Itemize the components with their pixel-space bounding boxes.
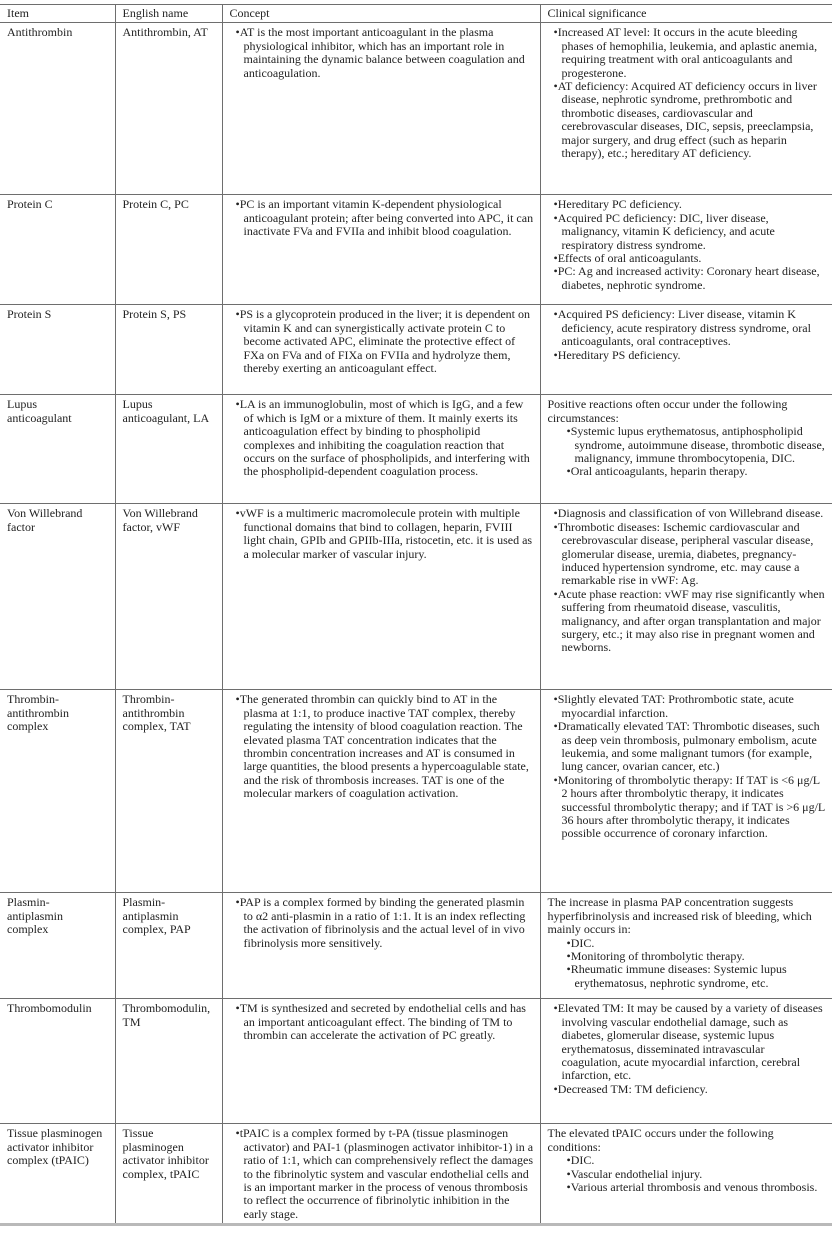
clinical-bullet: • Monitoring of thrombolytic therapy: If TAT is <6 μg/L 2 hours after thrombolytic therapy, it indicates successful thrombolytic therapy; and if TAT is >6 μg/L 36 hours after thrombolytic therapy, it indicates possible occurrence of coronary infarction. bbox=[548, 774, 827, 841]
english-name-cell bbox=[115, 305, 222, 395]
concept-cell bbox=[222, 395, 540, 504]
english-name-cell bbox=[115, 893, 222, 999]
clinical-bullet: • Vascular endothelial injury. bbox=[561, 1168, 827, 1181]
concept-bullet: • PS is a glycoprotein produced in the liver; it is dependent on vitamin K and can synergistically activate protein C to become activated APC, eliminate the protective effect of FXa on FVa and of FIXa on FVIIa and hydrolyze them, thereby exerting an anticoagulant effect. bbox=[230, 308, 534, 375]
english-name-label: Antithrombin, AT bbox=[122, 25, 208, 40]
clinical-bullet: • Acute phase reaction: vWF may rise significantly when suffering from rheumatoid disease, vasculitis, malignancy, and after organ transplantation and major surgery, etc.; it may also rise in pregnant women and newborns. bbox=[548, 588, 827, 655]
clinical-bullet: • Increased AT level: It occurs in the acute bleeding phases of hemophilia, leukemia, and aplastic anemia, requiring treatment with oral anticoagulants and progesterone. bbox=[548, 26, 827, 80]
clinical-cell bbox=[540, 305, 832, 395]
english-name-label: Thrombomodulin, TM bbox=[122, 1001, 211, 1029]
table-row bbox=[0, 1124, 832, 1225]
english-name-cell bbox=[115, 195, 222, 305]
concept-bullet: • TM is synthesized and secreted by endothelial cells and has an important anticoagulant effect. The binding of TM to thrombin can accelerate the activation of PC greatly. bbox=[230, 1002, 534, 1042]
column-header-concept: Concept bbox=[222, 5, 540, 23]
item-cell bbox=[0, 305, 115, 395]
header-row bbox=[0, 5, 832, 23]
clinical-cell bbox=[540, 690, 832, 893]
table-row bbox=[0, 195, 832, 305]
concept-bullet: • tPAIC is a complex formed by t-PA (tissue plasminogen activator) and PAI-1 (plasminogen activator inhibitor-1) in a ratio of 1:1, which can comprehensively reflect the damages to the fibrinolytic system and vascular endothelial cells and is an important marker in the process of venous thrombosis to reflect the occurrence of fibrinolytic inhibition in the early stage. bbox=[230, 1127, 534, 1221]
clinical-bullet: • Diagnosis and classification of von Willebrand disease. bbox=[548, 507, 827, 520]
clinical-cell bbox=[540, 195, 832, 305]
clinical-bullet: • Systemic lupus erythematosus, antiphospholipid syndrome, autoimmune disease, thrombotic disease, malignancy, immune thrombocytopenia, DIC. bbox=[561, 425, 827, 465]
clinical-cell bbox=[540, 395, 832, 504]
table-row bbox=[0, 395, 832, 504]
item-cell bbox=[0, 893, 115, 999]
item-label: Protein C bbox=[7, 197, 53, 212]
table-body bbox=[0, 23, 832, 1225]
english-name-cell bbox=[115, 504, 222, 690]
clinical-bullet: • Elevated TM: It may be caused by a variety of diseases involving vascular endothelial damage, such as diabetes, glomerular disease, systemic lupus erythematosus, disseminated intravascular coagulation, acute myocardial infarction, cerebral infarction, etc. bbox=[548, 1002, 827, 1082]
clinical-bullet: • Hereditary PS deficiency. bbox=[548, 349, 827, 362]
item-cell bbox=[0, 395, 115, 504]
clinical-bullet: • Acquired PS deficiency: Liver disease, vitamin K deficiency, acute respiratory distress syndrome, oral anticoagulants, oral contraceptives. bbox=[548, 308, 827, 348]
english-name-cell bbox=[115, 690, 222, 893]
item-label: Von Willebrand factor bbox=[7, 506, 83, 534]
clinical-cell bbox=[540, 999, 832, 1124]
clinical-bullet: • Thrombotic diseases: Ischemic cardiovascular and cerebrovascular disease, peripheral vascular disease, glomerular disease, uremia, diabetes, pregnancy-induced hypertension syndrome, etc. may cause a remarkable rise in vWF: Ag. bbox=[548, 521, 827, 588]
item-label: Protein S bbox=[7, 307, 52, 322]
english-name-label: Tissue plasminogen activator inhibitor complex, tPAIC bbox=[122, 1126, 209, 1181]
table-row bbox=[0, 504, 832, 690]
concept-bullet: • PC is an important vitamin K-dependent physiological anticoagulant protein; after being converted into APC, it can inactivate FVa and FVIIa and inhibit blood coagulation. bbox=[230, 198, 534, 238]
clinical-bullet: • Hereditary PC deficiency. bbox=[548, 198, 827, 211]
clinical-bullet: • PC: Ag and increased activity: Coronary heart disease, diabetes, nephrotic syndrome. bbox=[548, 265, 827, 292]
table-row bbox=[0, 305, 832, 395]
table-row bbox=[0, 690, 832, 893]
table-row bbox=[0, 893, 832, 999]
concept-cell bbox=[222, 195, 540, 305]
item-label: Lupus anticoagulant bbox=[7, 397, 72, 425]
concept-bullet: • PAP is a complex formed by binding the generated plasmin to α2 anti-plasmin in a ratio of 1:1. It is an index reflecting the activation of fibrinolysis and the actual level of in vivo fibrinolysis more sensitively. bbox=[230, 896, 534, 950]
clinical-bullet: • Acquired PC deficiency: DIC, liver disease, malignancy, vitamin K deficiency, and acute respiratory distress syndrome. bbox=[548, 212, 827, 252]
item-cell bbox=[0, 999, 115, 1124]
concept-cell bbox=[222, 305, 540, 395]
english-name-label: Protein C, PC bbox=[122, 197, 189, 212]
clinical-bullet: • Rheumatic immune diseases: Systemic lupus erythematosus, nephrotic syndrome, etc. bbox=[561, 963, 827, 990]
english-name-label: Von Willebrand factor, vWF bbox=[122, 506, 198, 534]
column-header-english: English name bbox=[115, 5, 222, 23]
item-cell bbox=[0, 690, 115, 893]
clinical-bullet: • AT deficiency: Acquired AT deficiency occurs in liver disease, nephrotic syndrome, prethrombotic and thrombotic diseases, cardiovascular and cerebrovascular diseases, DIC, sepsis, preeclampsia, major surgery, and drug effect (such as heparin therapy), etc.; hereditary AT deficiency. bbox=[548, 80, 827, 160]
clinical-intro-text: The elevated tPAIC occurs under the following conditions: bbox=[547, 1126, 774, 1154]
concept-cell bbox=[222, 893, 540, 999]
item-cell bbox=[0, 504, 115, 690]
concept-bullet: • The generated thrombin can quickly bind to AT in the plasma at 1:1, to produce inactive TAT complex, thereby regulating the intensity of blood coagulation reaction. The elevated plasma TAT concentration indicates that the thrombin concentration increases and AT is consumed in large quantities, the blood presents a hypercoagulable state, and the risk of thrombosis increases. TAT is one of the molecular markers of coagulation activation. bbox=[230, 693, 534, 800]
concept-cell bbox=[222, 1124, 540, 1225]
concept-cell bbox=[222, 23, 540, 195]
clinical-intro-text: Positive reactions often occur under the following circumstances: bbox=[547, 397, 788, 425]
clinical-cell bbox=[540, 1124, 832, 1225]
english-name-label: Thrombin-antithrombin complex, TAT bbox=[122, 692, 191, 734]
clinical-bullet: • Decreased TM: TM deficiency. bbox=[548, 1083, 827, 1096]
clinical-bullet: • DIC. bbox=[561, 937, 827, 950]
english-name-label: Protein S, PS bbox=[122, 307, 187, 322]
item-label: Plasmin-antiplasmin complex bbox=[7, 895, 63, 937]
clinical-bullet: • Various arterial thrombosis and venous thrombosis. bbox=[561, 1181, 827, 1194]
concept-cell bbox=[222, 690, 540, 893]
clinical-bullet: • Dramatically elevated TAT: Thrombotic diseases, such as deep vein thrombosis, pulmonary embolism, acute leukemia, and some malignant tumors (for example, lung cancer, ovarian cancer, etc.) bbox=[548, 720, 827, 774]
item-label: Tissue plasminogen activator inhibitor complex (tPAIC) bbox=[7, 1126, 103, 1168]
clinical-bullet: • DIC. bbox=[561, 1154, 827, 1167]
clinical-cell bbox=[540, 893, 832, 999]
english-name-label: Plasmin-antiplasmin complex, PAP bbox=[122, 895, 191, 937]
column-header-clinical: Clinical significance bbox=[540, 5, 832, 23]
english-name-cell bbox=[115, 395, 222, 504]
concept-cell bbox=[222, 999, 540, 1124]
clinical-cell bbox=[540, 504, 832, 690]
concept-bullet: • AT is the most important anticoagulant in the plasma physiological inhibitor, which has an important role in maintaining the dynamic balance between coagulation and anticoagulation. bbox=[230, 26, 534, 80]
english-name-label: Lupus anticoagulant, LA bbox=[122, 397, 210, 425]
clinical-bullet: • Effects of oral anticoagulants. bbox=[548, 252, 827, 265]
table-row bbox=[0, 999, 832, 1124]
item-cell bbox=[0, 1124, 115, 1225]
clinical-bullet: • Slightly elevated TAT: Prothrombotic state, acute myocardial infarction. bbox=[548, 693, 827, 720]
concept-bullet: • vWF is a multimeric macromolecule protein with multiple functional domains that bind to collagen, heparin, FVIII light chain, GPIb and GPIIb-IIIa, ristocetin, etc. it is used as a molecular marker of vascular injury. bbox=[230, 507, 534, 561]
english-name-cell bbox=[115, 1124, 222, 1225]
item-cell bbox=[0, 195, 115, 305]
column-header-item: Item bbox=[0, 5, 115, 23]
concept-bullet: • LA is an immunoglobulin, most of which is IgG, and a few of which is IgM or a mixture of them. It mainly exerts its anticoagulation effect by binding to phospholipid complexes and inhibiting the coagulation reaction that occurs on the surface of phospholipids, and interfering with the phospholipid-dependent coagulation process. bbox=[230, 398, 534, 478]
clinical-bullet: • Monitoring of thrombolytic therapy. bbox=[561, 950, 827, 963]
clinical-cell bbox=[540, 23, 832, 195]
concept-cell bbox=[222, 504, 540, 690]
clinical-bullet: • Oral anticoagulants, heparin therapy. bbox=[561, 465, 827, 478]
english-name-cell bbox=[115, 999, 222, 1124]
table-header bbox=[0, 5, 832, 23]
clinical-intro-text: The increase in plasma PAP concentration suggests hyperfibrinolysis and increased risk of bleeding, which mainly occurs in: bbox=[547, 895, 812, 937]
item-label: Thrombin-antithrombin complex bbox=[7, 692, 69, 734]
item-cell bbox=[0, 23, 115, 195]
table-row bbox=[0, 23, 832, 195]
item-label: Thrombomodulin bbox=[7, 1001, 92, 1016]
item-label: Antithrombin bbox=[7, 25, 73, 40]
english-name-cell bbox=[115, 23, 222, 195]
coagulation-markers-table bbox=[0, 4, 832, 1226]
